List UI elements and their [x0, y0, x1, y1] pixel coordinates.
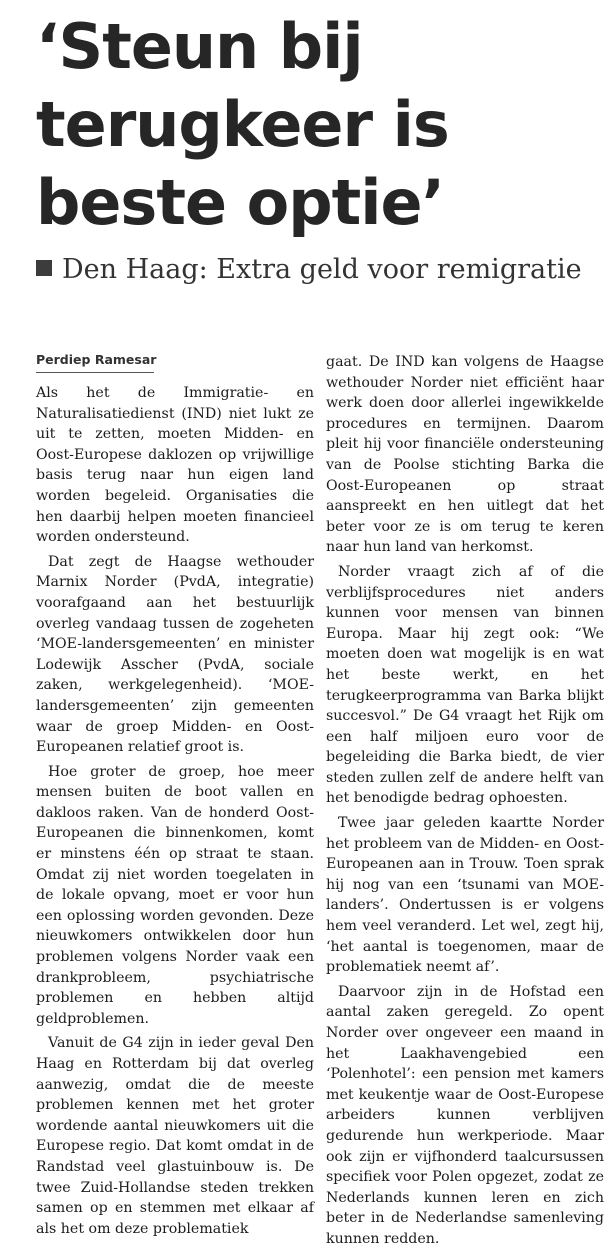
article-body — [36, 352, 604, 1250]
paragraph: Vanuit de G4 zijn in ieder geval Den Haag en Rotterdam bij dat overleg aanwezig, omdat die de meeste problemen kennen met het groter wordende aantal nieuwkomers uit die Europese regio. Dat komt omdat in de Randstad veel glastuinbouw is. De twee Zuid-Hollandse steden trekken samen op en stemmen met elkaar af als het om deze problematiek — [36, 1035, 314, 1237]
headline: ‘Steun bij terugkeer is beste optie’ — [36, 10, 449, 239]
paragraph: Daarvoor zijn in de Hofstad een aantal zaken geregeld. Zo opent Norder over ongeveer een maand in het Laakhavengebied een ‘Polenhotel’: een pension met kamers met keukentje waar de Oost-Europese arbeiders kunnen verblijven gedurende hun werkperiode. Maar ook zijn er vijfhonderd taalcursussen specifiek voor Polen opgezet, zodat ze Nederlands kunnen leren en zich beter in de Nederlandse samenleving kunnen redden. — [326, 983, 604, 1247]
paragraph: gaat. De IND kan volgens de Haagse wethouder Norder niet efficiënt haar werk doen door allerlei ingewikkelde procedures en termijnen. Daarom pleit hij voor financiële ondersteuning van de Poolse stichting Barka die Oost-Europeanen op straat aanspreekt en hen uitlegt dat het beter voor ze is om terug te keren naar hun land van herkomst. — [326, 354, 604, 556]
byline: Perdiep Ramesar — [36, 352, 154, 373]
paragraph: Hoe groter de groep, hoe meer mensen buiten de boot vallen en dakloos raken. Van de honderd Oost-Europeanen die binnenkomen, komt er minstens één op straat te staan. Omdat zij niet worden toegelaten in de lokale opvang, moet er voor hun een oplossing worden gevonden. Deze nieuwkomers ontwikkelen door hun problemen volgens Norder vaak een drankprobleem, psychiatrische problemen en hebben altijd geldproblemen. — [36, 763, 314, 1027]
paragraph: Als het de Immigratie- en Naturalisatiedienst (IND) niet lukt ze uit te zetten, moeten Midden- en Oost-Europese daklozen op vrijwillige basis terug naar hun eigen land worden begeleid. Organisaties die hen daarbij helpen moeten financieel worden ondersteund. — [36, 385, 314, 546]
column-right — [326, 352, 604, 1250]
subheadline — [36, 252, 606, 288]
subheadline-text: Den Haag: Extra geld voor remigratie — [62, 254, 582, 285]
square-bullet-icon — [36, 260, 52, 276]
paragraph: Dat zegt de Haagse wethouder Marnix Norder (PvdA, integratie) voorafgaand aan het bestuurlijk overleg vandaag tussen de zogeheten ‘MOE-landersgemeenten’ en minister Lodewijk Asscher (PvdA, sociale zaken, werkgelegenheid). ‘MOE-landersgemeenten’ zijn gemeenten waar de groep Midden- en Oost-Europeanen relatief groot is. — [36, 553, 314, 756]
column-left — [36, 352, 314, 1250]
paragraph: Norder vraagt zich af of die verblijfsprocedures niet anders kunnen voor mensen van binnen Europa. Maar hij zegt ook: “We moeten doen wat mogelijk is en wat het beste werkt, en het terugkeerprogramma van Barka blijkt succesvol.” De G4 vraagt het Rijk om een half miljoen euro voor de begeleiding die Barka biedt, de vier steden zullen zelf de andere helft van het benodigde bedrag ophoesten. — [326, 563, 604, 807]
paragraph: Twee jaar geleden kaartte Norder het probleem van de Midden- en Oost-Europeanen aan in Trouw. Toen sprak hij nog van een ‘tsunami van MOE-landers’. Ondertussen is er volgens hem veel veranderd. Let wel, zegt hij, ‘het aantal is toegenomen, maar de problematiek neemt af’. — [326, 815, 604, 976]
